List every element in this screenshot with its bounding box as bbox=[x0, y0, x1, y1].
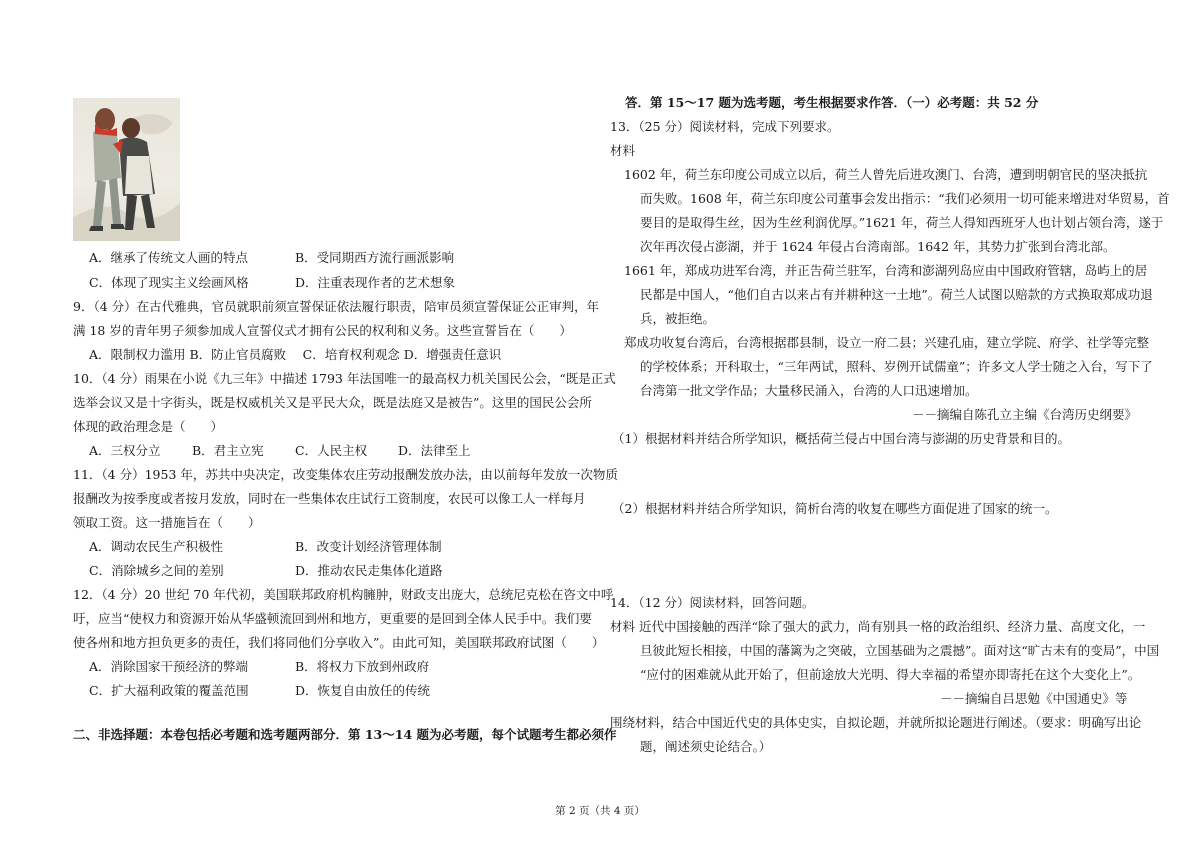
q13-paragraph-1-cont: 而失败。1608 年，荷兰东印度公司董事会发出指示：“我们必须用一切可能来增进对华贸易，首 bbox=[640, 191, 1170, 206]
q14-requirement-cont: 题，阐述须史论结合。） bbox=[640, 739, 772, 754]
q12-option-a: A．消除国家干预经济的弊端 bbox=[89, 659, 249, 674]
q12-option-c: C．扩大福利政策的覆盖范围 bbox=[89, 683, 249, 698]
q11-option-c: C．消除城乡之间的差别 bbox=[89, 563, 224, 578]
q14-requirement: 围绕材料，结合中国近代史的具体史实，自拟论题，并就所拟论题进行阐述。（要求：明确写出论 bbox=[610, 715, 1142, 730]
q8-option-c: C．体现了现实主义绘画风格 bbox=[89, 275, 249, 290]
q14-material-cont: 旦彼此短长相接，中国的藩篱为之突破，立国基础为之震撼”。面对这“旷古未有的变局”，中国 bbox=[640, 643, 1160, 658]
q13-paragraph-3-cont-2: 台湾第一批文学作品；大量移民涌入，台湾的人口迅速增加。 bbox=[640, 383, 978, 398]
q11-stem: 11．（4 分）1953 年，苏共中央决定，改变集体农庄劳动报酬发放办法，由以前每年发放一次物质 bbox=[73, 467, 618, 482]
q12-option-d: D．恢复自由放任的传统 bbox=[295, 683, 431, 698]
q10-option-d: D．法律至上 bbox=[398, 443, 471, 458]
q13-paragraph-2-cont: 民都是中国人，“他们自古以来占有并耕种这一土地”。荷兰人试图以赔款的方式换取郑成功退 bbox=[640, 287, 1153, 302]
question-8-painting bbox=[73, 98, 180, 241]
q12-option-b: B．将权力下放到州政府 bbox=[295, 659, 430, 674]
page-footer: 第 2 页（共 4 页） bbox=[555, 805, 645, 817]
q10-option-b: B．君主立宪 bbox=[192, 443, 264, 458]
q13-paragraph-1-cont-2: 要目的是取得生丝，因为生丝利润优厚。”1621 年，荷兰人得知西班牙人也计划占领台湾，遂于 bbox=[640, 215, 1164, 230]
q13-paragraph-3: 郑成功收复台湾后，台湾根据郡县制，设立一府二县；兴建孔庙，建立学院、府学、社学等完整 bbox=[624, 335, 1150, 350]
q12-stem: 12．（4 分）20 世纪 70 年代初，美国联邦政府机构臃肿，财政支出庞大，总统尼克松在咨文中呼 bbox=[73, 587, 614, 602]
q14-title: 14．（12 分）阅读材料，回答问题。 bbox=[610, 595, 815, 610]
q10-option-c: C．人民主权 bbox=[295, 443, 368, 458]
q11-option-d: D．推动农民走集体化道路 bbox=[295, 563, 443, 578]
q14-material: 材料 近代中国接触的西洋“除了强大的武力，尚有别具一格的政治组织、经济力量、高度文化，一 bbox=[610, 619, 1146, 634]
q8-option-a: A．继承了传统文人画的特点 bbox=[89, 250, 249, 265]
q13-material-label: 材料 bbox=[610, 143, 636, 158]
q13-subquestion-1: （1）根据材料并结合所学知识，概括荷兰侵占中国台湾与澎湖的历史背景和目的。 bbox=[612, 431, 1070, 446]
section-2-heading: 二、非选择题：本卷包括必考题和选考题两部分．第 13～14 题为必考题，每个试题考生都必须作 bbox=[73, 727, 617, 742]
q11-option-a: A．调动农民生产积极性 bbox=[89, 539, 224, 554]
q8-option-d: D．注重表现作者的艺术想象 bbox=[295, 275, 456, 290]
q13-paragraph-1: 1602 年，荷兰东印度公司成立以后，荷兰人曾先后进攻澳门、台湾，遭到明朝官民的坚决抵抗 bbox=[624, 167, 1148, 182]
q8-option-b: B．受同期西方流行画派影响 bbox=[295, 250, 455, 265]
q13-subquestion-2: （2）根据材料并结合所学知识，简析台湾的收复在哪些方面促进了国家的统一。 bbox=[612, 501, 1058, 516]
q11-stem-cont-2: 领取工资。这一措施旨在（ ） bbox=[73, 515, 261, 530]
q10-stem-cont-2: 体现的政治理念是（ ） bbox=[73, 419, 224, 434]
q13-paragraph-3-cont: 的学校体系；开科取士，“三年两试，照科、岁例开试儒童”；许多文人学士随之入台，写下了 bbox=[640, 359, 1153, 374]
q13-paragraph-2-cont-2: 兵，被拒绝。 bbox=[640, 311, 716, 326]
q10-stem-cont: 选举会议又是十字街头，既是权威机关又是平民大众，既是法庭又是被告”。这里的国民公会所 bbox=[73, 395, 592, 410]
q9-stem: 9．（4 分）在古代雅典，官员就职前须宣誓保证依法履行职责，陪审员须宣誓保证公正审判，年 bbox=[73, 299, 600, 314]
q13-title: 13．（25 分）阅读材料，完成下列要求。 bbox=[610, 119, 840, 134]
q11-stem-cont: 报酬改为按季度或者按月发放，同时在一些集体农庄试行工资制度，农民可以像工人一样每月 bbox=[73, 491, 586, 506]
q10-option-a: A．三权分立 bbox=[89, 443, 161, 458]
q14-material-cont-2: “应付的困难就从此开始了，但前途放大光明、得大幸福的希望亦即寄托在这个大变化上”。 bbox=[640, 667, 1141, 682]
q9-options: A．限制权力滥用 B．防止官员腐败 C．培育权利观念 D．增强责任意识 bbox=[89, 347, 502, 362]
section-2-heading-cont: 答．第 15～17 题为选考题，考生根据要求作答．（一）必考题：共 52 分 bbox=[625, 95, 1039, 110]
q13-source: －－摘编自陈孔立主编《台湾历史纲要》 bbox=[912, 407, 1138, 422]
painting-illustration bbox=[73, 98, 180, 241]
q12-stem-cont-2: 使各州和地方担负更多的责任，我们将同他们分享收入”。由此可知，美国联邦政府试图（ ） bbox=[73, 635, 605, 650]
q14-source: －－摘编自吕思勉《中国通史》等 bbox=[940, 691, 1128, 706]
q13-paragraph-1-cont-3: 次年再次侵占澎湖，并于 1624 年侵占台湾南部。1642 年，其势力扩张到台湾北部。 bbox=[640, 239, 1116, 254]
q12-stem-cont: 吁，应当“使权力和资源开始从华盛顿流回到州和地方，更重要的是回到全体人民手中。我们要 bbox=[73, 611, 592, 626]
q11-option-b: B．改变计划经济管理体制 bbox=[295, 539, 442, 554]
q13-paragraph-2: 1661 年，郑成功进军台湾，并正告荷兰驻军，台湾和澎湖列岛应由中国政府管辖，岛屿上的居 bbox=[624, 263, 1148, 278]
q10-stem: 10．（4 分）雨果在小说《九三年》中描述 1793 年法国唯一的最高权力机关国民公会，“既是正式 bbox=[73, 371, 616, 386]
q9-stem-cont: 满 18 岁的青年男子须参加成人宣誓仪式才拥有公民的权利和义务。这些宣誓旨在（ ） bbox=[73, 323, 572, 338]
